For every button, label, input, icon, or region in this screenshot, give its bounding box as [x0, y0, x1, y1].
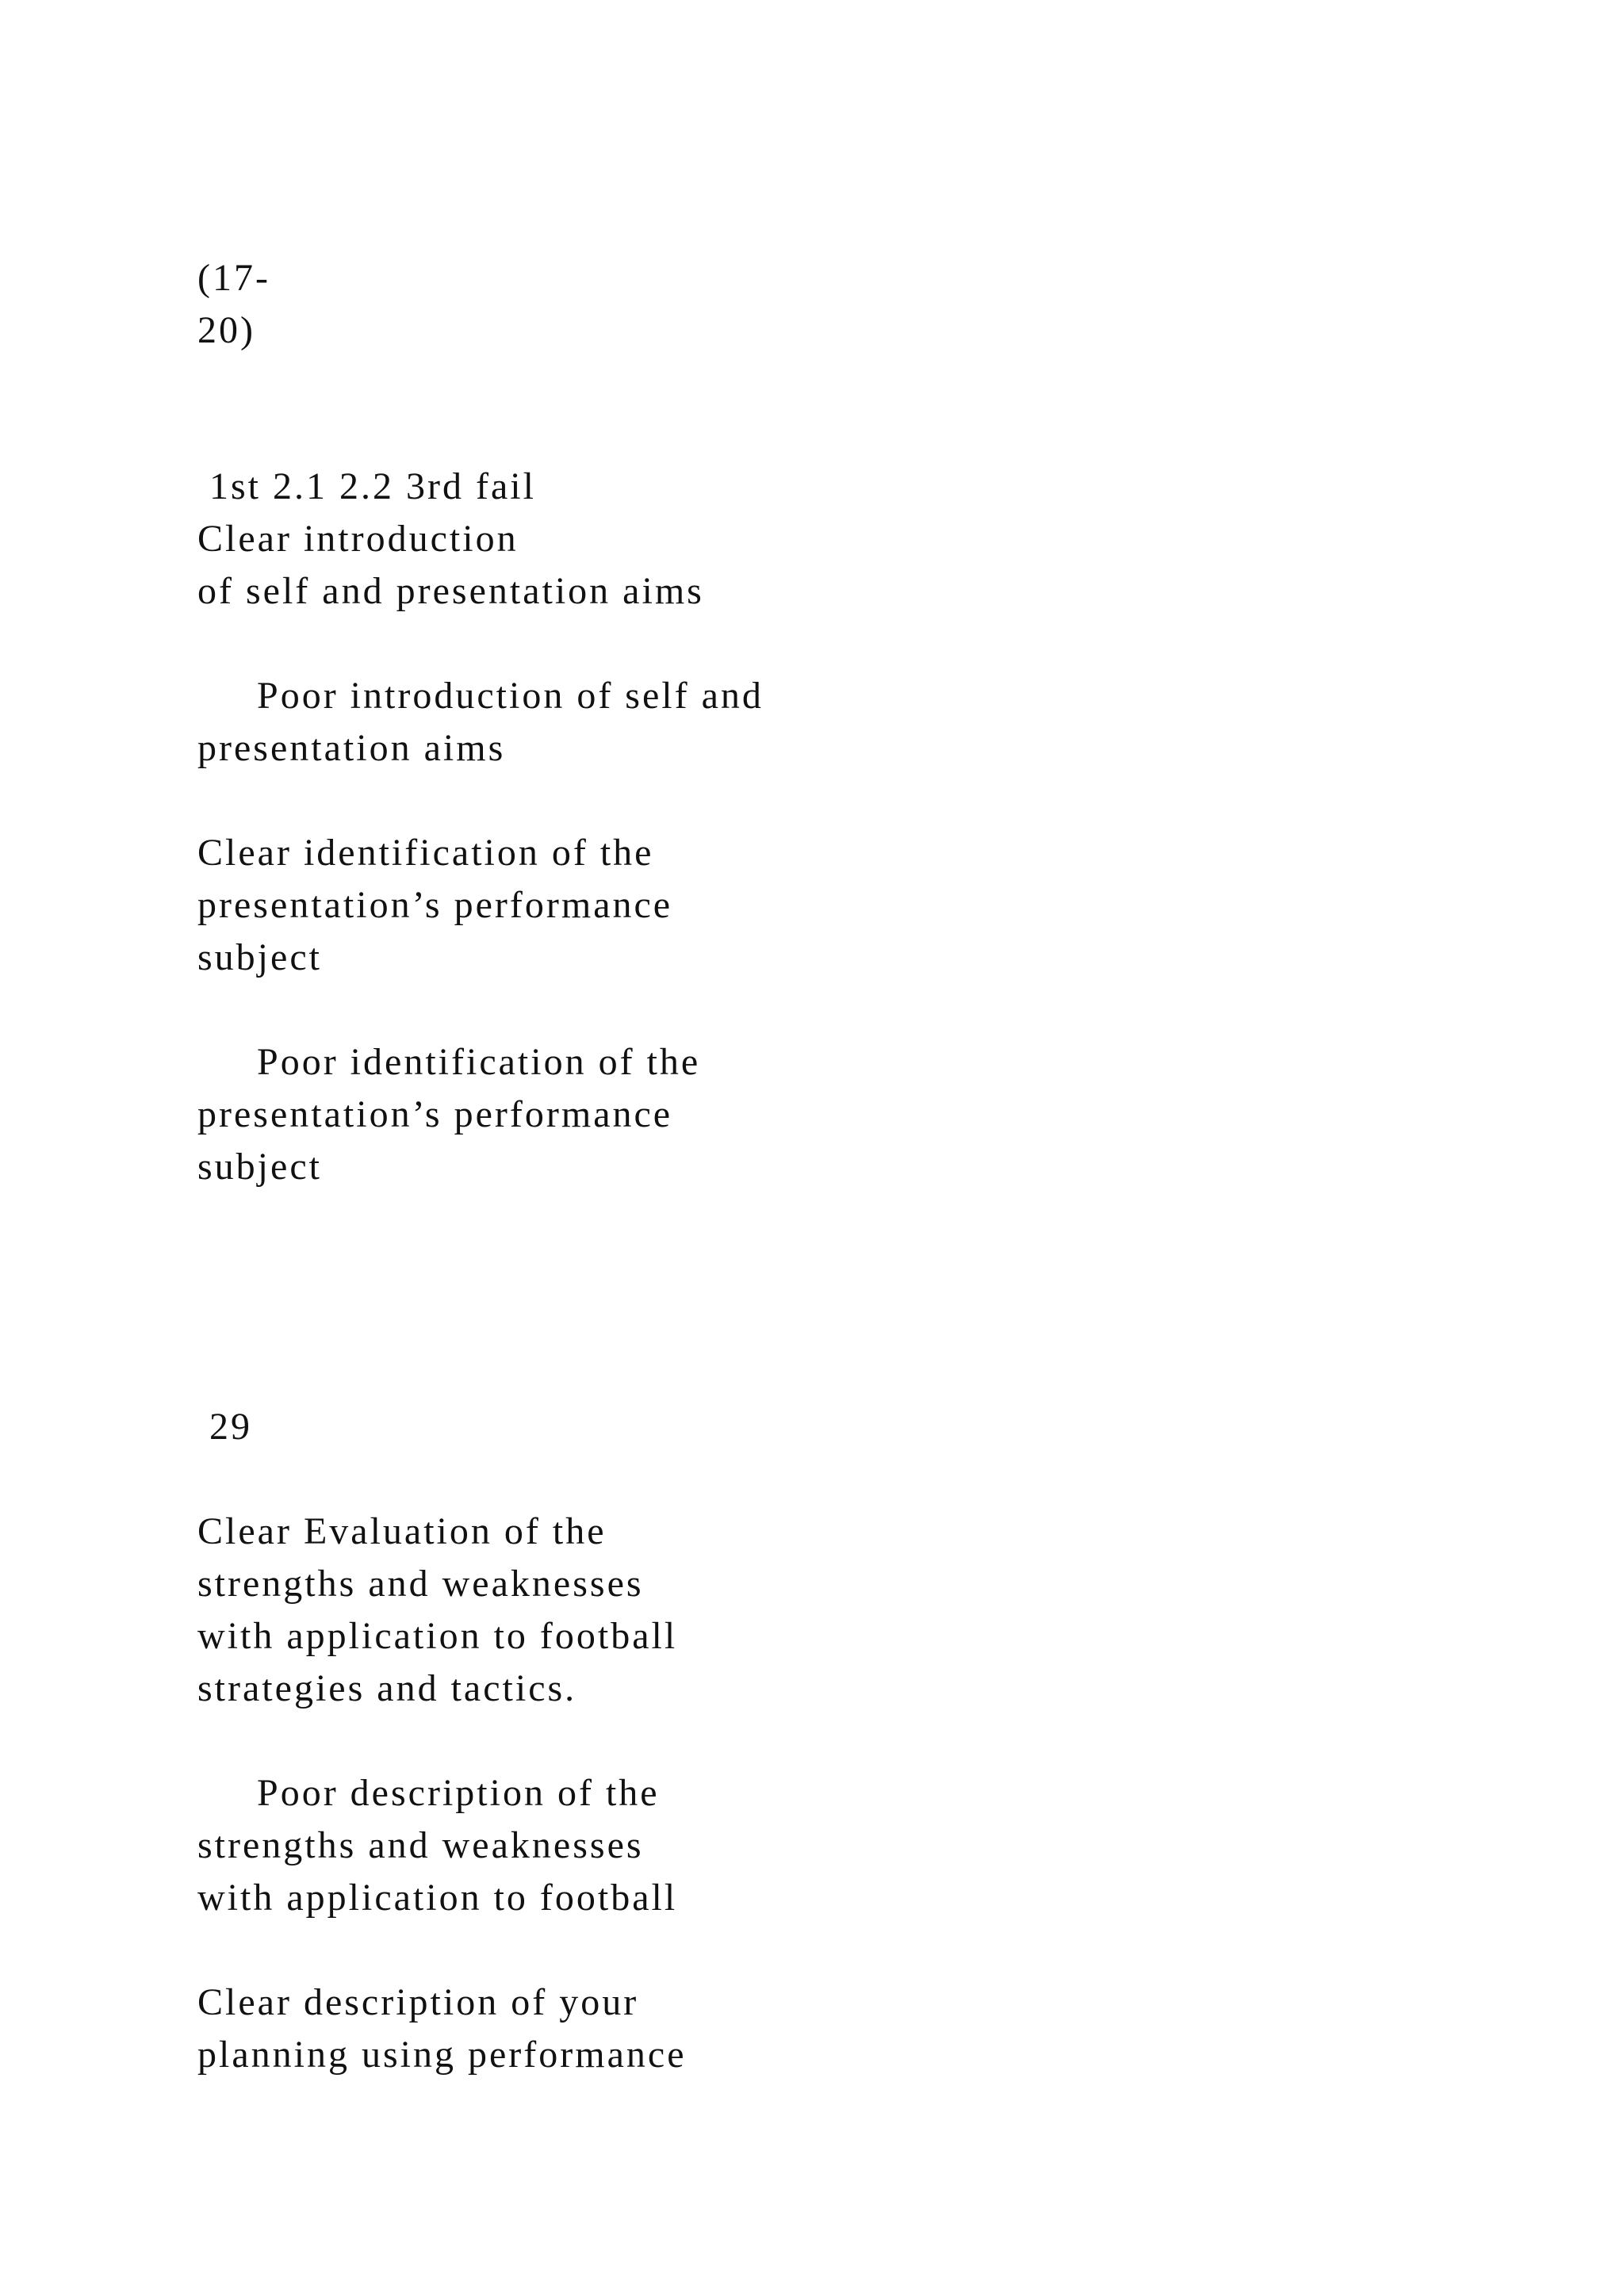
text-line: of self and presentation aims	[197, 570, 704, 612]
text-line: subject	[197, 936, 322, 978]
text-line: strategies and tactics.	[197, 1667, 577, 1709]
text-line: Poor identification of the	[197, 1041, 701, 1083]
text-line: with application to football	[197, 1615, 678, 1657]
text-line: strengths and weaknesses	[197, 1563, 644, 1605]
text-line: 29	[197, 1406, 252, 1448]
text-line: Poor introduction of self and	[197, 675, 764, 717]
text-line: Poor description of the	[197, 1772, 660, 1814]
text-line: presentation’s performance	[197, 884, 673, 926]
text-line: 1st 2.1 2.2 3rd fail	[197, 465, 536, 507]
text-line: strengths and weaknesses	[197, 1824, 644, 1866]
text-line: Clear identification of the	[197, 832, 654, 874]
text-line: planning using performance	[197, 2034, 687, 2076]
text-line: Clear Evaluation of the	[197, 1510, 607, 1552]
text-line: presentation’s performance	[197, 1093, 673, 1135]
text-line: with application to football	[197, 1877, 678, 1919]
text-line: Clear introduction	[197, 518, 519, 560]
text-line: presentation aims	[197, 727, 506, 769]
text-line: (17-	[197, 257, 270, 299]
text-line: 20)	[197, 309, 255, 351]
text-line: Clear description of your	[197, 1981, 639, 2023]
text-line: subject	[197, 1146, 322, 1188]
